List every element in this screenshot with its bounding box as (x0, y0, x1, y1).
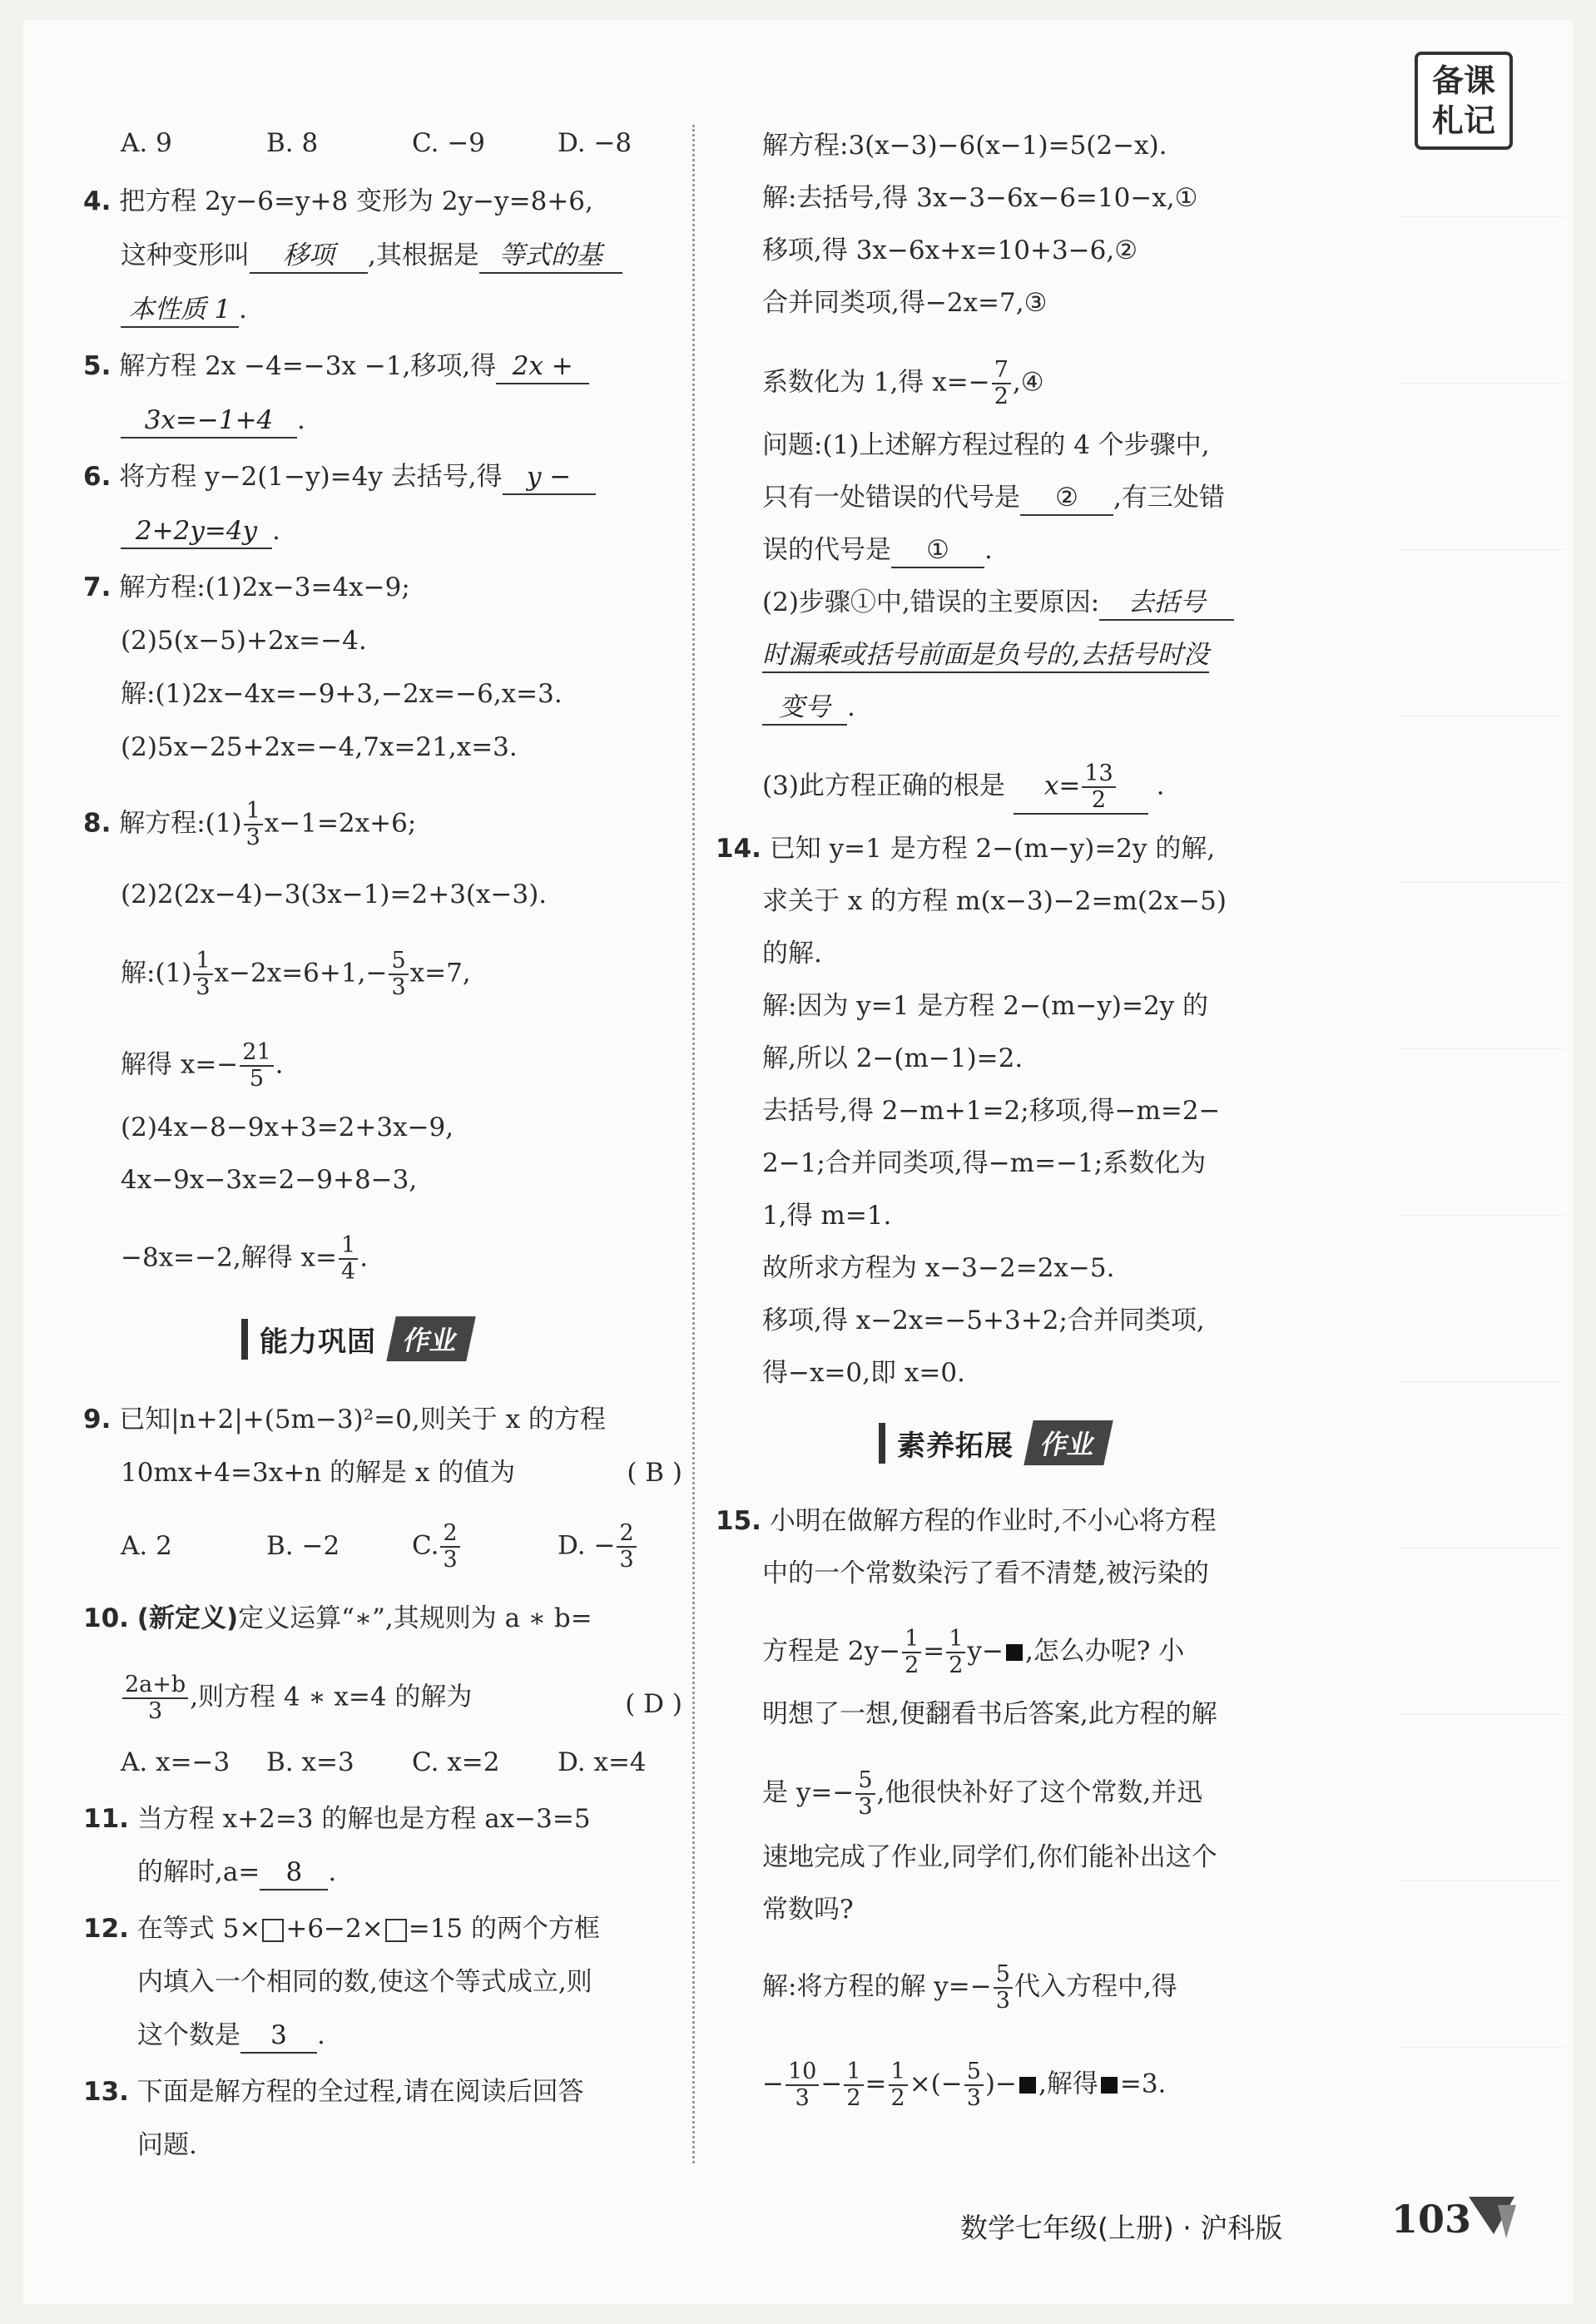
section-name: 素养拓展 (879, 1423, 1022, 1464)
denominator: 2 (949, 1653, 964, 1678)
margin-rule (1398, 383, 1564, 384)
question-text: =15 的两个方框 (408, 1914, 600, 1944)
option-d (558, 1521, 703, 1573)
punctuation: . (328, 1857, 337, 1887)
q13-question-1: 问题:(1)上述解方程过程的 4 个步骤中, (762, 430, 1210, 460)
question-text: 当方程 x+2=3 的解也是方程 ax−3=5 (136, 1804, 591, 1834)
question-text: 的解时,a= (137, 1857, 260, 1887)
question-text: 解方程 2x −4=−3x −1,移项,得 (119, 351, 497, 381)
blank-box (385, 1919, 407, 1942)
option-d: D. x=4 (558, 1747, 647, 1777)
q14-solution-3: 去括号,得 2−m+1=2;移项,得−m=2− (762, 1096, 1221, 1126)
question-text: 是 y=− (762, 1777, 855, 1808)
question-text: 解方程:(1) (119, 808, 242, 839)
book-title: 数学七年级(上册) · 沪科版 (960, 2212, 1283, 2244)
fraction (244, 799, 263, 850)
numerator: 1 (339, 1233, 358, 1260)
solution-text: . (275, 1049, 284, 1080)
q9-line-2 (121, 1456, 682, 1489)
question-number: 4. (83, 186, 112, 216)
fraction (844, 2059, 863, 2111)
notes-stamp (1415, 52, 1513, 150)
question-text: +6−2× (285, 1914, 384, 1944)
margin-rule (1398, 1215, 1564, 1216)
q8-solution-4: 4x−9x−3x=2−9+8−3, (121, 1165, 418, 1195)
question-text: ,怎么办呢? 小 (1024, 1636, 1185, 1667)
q13-question-1c (762, 533, 993, 568)
solution-text: = (865, 2069, 887, 2099)
question-text: 这种变形叫 (121, 240, 250, 270)
question-text: 误的代号是 (762, 535, 891, 565)
numerator: 2a+b (122, 1672, 188, 1699)
answer-blank: y − (503, 460, 596, 495)
question-tag: (新定义) (136, 1603, 239, 1633)
question-text: ,他很快补好了这个常数,并迅 (876, 1777, 1203, 1808)
punctuation: . (984, 535, 993, 565)
q13-question-2b (762, 638, 1209, 673)
q11-line-2 (137, 1856, 336, 1890)
solution-text: x=7, (409, 958, 471, 989)
q5-line-2 (121, 404, 305, 439)
section-title-extension (879, 1419, 1108, 1467)
fraction (902, 1627, 921, 1678)
q13-step-2: 移项,得 3x−6x+x=10+3−6,② (762, 235, 1138, 265)
fraction (339, 1233, 358, 1285)
solution-text: ,解得 (1038, 2069, 1098, 2099)
option-c (412, 1521, 558, 1573)
question-number: 11. (83, 1804, 129, 1834)
q15-line-5 (762, 1768, 1202, 1820)
numerator: 1 (889, 2059, 908, 2086)
answer-blank: ① (891, 533, 984, 568)
q9-options (121, 1521, 703, 1573)
section-tag: 作业 (386, 1316, 475, 1361)
numerator: 1 (902, 1627, 921, 1653)
margin-rule (1398, 1381, 1564, 1382)
q8-line-1 (83, 799, 416, 850)
numerator: 2 (440, 1521, 459, 1548)
numerator: 7 (992, 358, 1011, 384)
q4-line-2 (121, 239, 622, 274)
denominator: 3 (196, 974, 211, 1000)
q13-equation: 解方程:3(x−3)−6(x−1)=5(2−x). (762, 131, 1167, 161)
option-c: C. x=2 (412, 1747, 500, 1777)
q15-solution-2 (762, 2059, 1166, 2111)
denominator: 3 (795, 2085, 810, 2111)
q15-line-1 (716, 1504, 1217, 1538)
margin-rule (1398, 882, 1564, 883)
denominator: 3 (245, 825, 260, 850)
numerator: 5 (389, 949, 408, 975)
answer-text: x= (1043, 771, 1081, 801)
q7-line-1 (83, 571, 410, 604)
option-a: A. 2 (121, 1530, 172, 1561)
section-name: 能力巩固 (241, 1319, 384, 1360)
question-text: 解方程:(1)2x−3=4x−9; (119, 572, 410, 602)
q14-solution-1: 解:因为 y=1 是方程 2−(m−y)=2y 的 (762, 991, 1209, 1021)
numerator: 13 (1082, 761, 1115, 788)
denominator: 2 (890, 2085, 905, 2111)
denominator: 3 (148, 1698, 163, 1724)
solution-text: 系数化为 1,得 x=− (762, 367, 990, 398)
q12-line-1 (83, 1912, 600, 1945)
question-number: 6. (83, 462, 112, 492)
q8-solution-2 (121, 1040, 284, 1092)
fraction (389, 949, 408, 1000)
solution-text: x−2x=6+1,− (214, 958, 388, 989)
solution-text: − (762, 2069, 784, 2099)
fraction (786, 2059, 819, 2111)
q15-line-7: 常数吗? (762, 1895, 854, 1925)
q13-question-3 (762, 761, 1165, 815)
punctuation: . (317, 2020, 325, 2050)
question-text: = (923, 1636, 945, 1667)
question-text: 这个数是 (137, 2020, 240, 2050)
question-text: 已知|n+2|+(5m−3)²=0,则关于 x 的方程 (119, 1405, 606, 1435)
q12-line-3 (137, 2019, 325, 2054)
answer-blank: 等式的基 (479, 239, 622, 274)
option-a: A. x=−3 (121, 1747, 230, 1777)
page-corner-arrow-icon (1465, 2188, 1523, 2247)
numerator: 10 (786, 2059, 819, 2086)
question-text: 只有一处错误的代号是 (762, 483, 1020, 513)
question-text: ,则方程 4 ∗ x=4 的解为 (190, 1682, 473, 1712)
question-text: 将方程 y−2(1−y)=4y 去括号,得 (119, 462, 503, 492)
q15-solution-1 (762, 1962, 1177, 2014)
option-b: B. −2 (266, 1530, 340, 1561)
q4-line-3 (121, 293, 247, 328)
numerator: 1 (244, 799, 263, 825)
denominator: 3 (858, 1794, 873, 1820)
question-number: 7. (83, 572, 112, 602)
denominator: 3 (391, 974, 406, 1000)
q6-line-2 (121, 514, 280, 549)
fraction (240, 1040, 273, 1092)
punctuation: . (239, 295, 247, 325)
solution-text: ,④ (1012, 367, 1044, 398)
q7-solution-2: (2)5x−25+2x=−4,7x=21,x=3. (121, 732, 518, 762)
q13-line-1 (83, 2075, 584, 2108)
fraction (992, 358, 1011, 409)
fraction (964, 2059, 984, 2111)
question-text: 小明在做解方程的作业时,不小心将方程 (769, 1506, 1217, 1536)
q13-step-4 (762, 358, 1044, 409)
question-text: (3)此方程正确的根是 (762, 771, 1005, 801)
answer-blank: 变号 (762, 691, 847, 726)
question-number: 14. (716, 834, 761, 864)
answer-choice: ( D ) (625, 1689, 682, 1719)
fraction (946, 1627, 965, 1678)
margin-rule (1398, 216, 1564, 217)
q9-line-1 (83, 1403, 606, 1436)
solution-text: 解:(1) (121, 958, 192, 989)
fraction (994, 1962, 1013, 2014)
question-text: ,有三处错 (1113, 483, 1225, 513)
denominator: 3 (619, 1547, 634, 1573)
answer-blank: 去括号 (1099, 586, 1234, 621)
q13-line-2: 问题. (137, 2130, 197, 2160)
numerator: 2 (617, 1521, 636, 1548)
question-number: 5. (83, 351, 112, 381)
q14-line-1 (716, 832, 1215, 865)
option-b: B. x=3 (266, 1747, 354, 1777)
denominator: 2 (846, 2085, 861, 2111)
section-tag: 作业 (1024, 1420, 1113, 1465)
numerator: 1 (193, 949, 212, 975)
numerator: 21 (240, 1040, 273, 1067)
option-d: D. −8 (558, 128, 632, 158)
q10-line-2 (121, 1672, 682, 1724)
q13-question-2 (762, 586, 1234, 621)
fraction (855, 1768, 875, 1820)
fraction (193, 949, 212, 1000)
solution-text: . (359, 1242, 369, 1273)
answer-blank: 3x=−1+4 (121, 404, 297, 439)
numerator: 1 (844, 2059, 863, 2086)
denominator: 2 (994, 384, 1009, 409)
numerator: 5 (855, 1768, 875, 1795)
question-number: 12. (83, 1914, 129, 1944)
fraction (889, 2059, 908, 2111)
fraction (122, 1672, 188, 1724)
denominator: 3 (966, 2085, 981, 2111)
blank-box (262, 1919, 284, 1942)
solution-text: =3. (1119, 2069, 1167, 2099)
answer-blank: 3 (240, 2019, 317, 2054)
page-number: 103 (1391, 2197, 1472, 2242)
margin-rule (1398, 549, 1564, 550)
q7-line-2: (2)5(x−5)+2x=−4. (121, 626, 367, 656)
denominator: 3 (995, 1988, 1010, 2014)
answer-blank: ② (1020, 481, 1113, 516)
ink-blot (1019, 2077, 1036, 2094)
answer-blank: 移项 (250, 239, 368, 274)
margin-rule (1398, 1714, 1564, 1715)
answer-blank: 2+2y=4y (121, 514, 272, 549)
q14-solution-2: 解,所以 2−(m−1)=2. (762, 1043, 1024, 1073)
question-text: 下面是解方程的全过程,请在阅读后回答 (136, 2077, 584, 2107)
q8-solution-1 (121, 949, 471, 1000)
option-label: C. (412, 1530, 439, 1561)
option-c: C. −9 (412, 128, 486, 158)
solution-text: 代入方程中,得 (1014, 1971, 1177, 2002)
solution-text: 解:将方程的解 y=− (762, 1971, 992, 2002)
q13-question-1b (762, 481, 1225, 516)
answer-blank: 本性质 1 (121, 293, 239, 328)
denominator: 3 (443, 1547, 458, 1573)
question-text: (2)步骤①中,错误的主要原因: (762, 587, 1100, 617)
option-a: A. 9 (121, 128, 172, 158)
q13-question-2c (762, 691, 855, 726)
solution-text: ×(− (909, 2069, 963, 2099)
question-number: 9. (83, 1405, 112, 1435)
option-label: D. − (558, 1530, 616, 1561)
question-number: 15. (716, 1506, 761, 1536)
question-number: 8. (83, 808, 112, 839)
fraction (440, 1521, 459, 1573)
punctuation: . (847, 692, 855, 722)
answer-blank: 2x + (496, 349, 589, 384)
q15-line-3 (762, 1627, 1184, 1678)
q8-solution-3: (2)4x−8−9x+3=2+3x−9, (121, 1112, 454, 1142)
fraction (1082, 761, 1115, 813)
answer-blank: 时漏乘或括号前面是负号的,去括号时没 (762, 638, 1209, 673)
q3-options (121, 126, 703, 160)
question-text: 已知 y=1 是方程 2−(m−y)=2y 的解, (769, 834, 1216, 864)
q5-line-1 (83, 349, 589, 384)
q14-solution-8: 得−x=0,即 x=0. (762, 1358, 965, 1388)
q10-line-1 (83, 1602, 592, 1635)
margin-rule (1398, 2047, 1564, 2048)
solution-text: )− (984, 2069, 1017, 2099)
punctuation: . (1156, 771, 1165, 801)
q4-line-1 (83, 185, 593, 218)
answer-choice: ( B ) (627, 1458, 682, 1488)
question-number: 13. (83, 2077, 129, 2107)
question-text: 把方程 2y−6=y+8 变形为 2y−y=8+6, (119, 186, 593, 216)
q7-solution-1: 解:(1)2x−4x=−9+3,−2x=−6,x=3. (121, 679, 563, 709)
stamp-line-2: 札记 (1431, 102, 1495, 139)
q14-line-3: 的解. (762, 939, 822, 969)
answer-blank (1014, 761, 1148, 815)
q6-line-1 (83, 460, 596, 495)
question-number: 10. (83, 1603, 129, 1633)
punctuation: . (272, 516, 280, 546)
numerator: 1 (946, 1627, 965, 1653)
q14-solution-6: 故所求方程为 x−3−2=2x−5. (762, 1253, 1115, 1283)
punctuation: . (297, 405, 305, 435)
q14-line-2: 求关于 x 的方程 m(x−3)−2=m(2x−5) (762, 886, 1227, 916)
q14-solution-4: 2−1;合并同类项,得−m=−1;系数化为 (762, 1148, 1207, 1178)
question-text: x−1=2x+6; (264, 808, 417, 839)
stamp-line-1: 备课 (1431, 62, 1495, 99)
q10-options (121, 1746, 703, 1779)
option-b: B. 8 (266, 128, 319, 158)
q15-line-6: 速地完成了作业,同学们,你们能补出这个 (762, 1842, 1217, 1872)
q8-solution-5 (121, 1233, 368, 1285)
question-text: 在等式 5× (136, 1914, 261, 1944)
question-text: 方程是 2y− (762, 1636, 901, 1667)
column-divider (692, 125, 695, 2163)
solution-text: −8x=−2,解得 x= (121, 1242, 338, 1273)
solution-text: 解得 x=− (121, 1049, 239, 1080)
question-text: 定义运算“∗”,其规则为 a ∗ b= (238, 1603, 592, 1633)
q14-solution-7: 移项,得 x−2x=−5+3+2;合并同类项, (762, 1306, 1205, 1335)
q14-solution-5: 1,得 m=1. (762, 1201, 892, 1231)
q13-step-1: 解:去括号,得 3x−3−6x−6=10−x,① (762, 183, 1198, 213)
denominator: 2 (905, 1653, 919, 1678)
numerator: 5 (964, 2059, 984, 2086)
q12-line-2: 内填入一个相同的数,使这个等式成立,则 (137, 1967, 592, 1997)
q15-line-2: 中的一个常数染污了看不清楚,被污染的 (762, 1558, 1209, 1588)
question-text: 10mx+4=3x+n 的解是 x 的值为 (121, 1458, 516, 1488)
denominator: 5 (249, 1066, 265, 1092)
margin-rule (1398, 1548, 1564, 1549)
denominator: 2 (1091, 787, 1107, 813)
q15-line-4: 明想了一想,便翻看书后答案,此方程的解 (762, 1699, 1217, 1729)
ink-blot (1006, 1644, 1023, 1661)
denominator: 4 (341, 1259, 356, 1285)
q8-line-2: (2)2(2x−4)−3(3x−1)=2+3(x−3). (121, 880, 548, 909)
numerator: 5 (994, 1962, 1013, 1989)
answer-blank: 8 (260, 1856, 328, 1890)
question-text: y− (967, 1636, 1004, 1667)
solution-text: − (820, 2069, 843, 2099)
section-title-ability (241, 1315, 471, 1363)
q11-line-1 (83, 1802, 591, 1836)
margin-rule (1398, 1048, 1564, 1049)
q13-step-3: 合并同类项,得−2x=7,③ (762, 288, 1048, 318)
ink-blot (1101, 2077, 1118, 2094)
question-text: ,其根据是 (368, 240, 479, 270)
fraction (617, 1521, 636, 1573)
